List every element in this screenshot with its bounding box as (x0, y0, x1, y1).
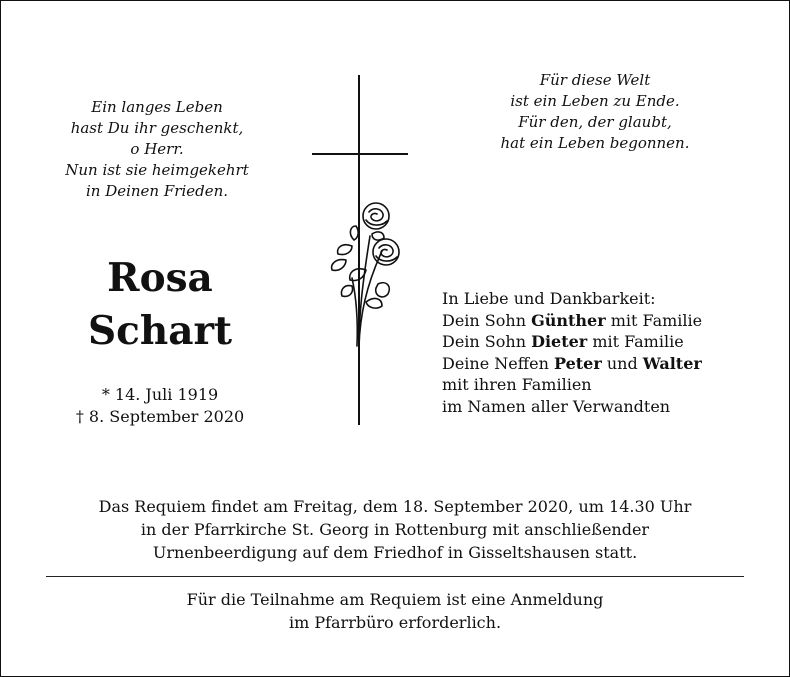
mourner-name: Dieter (531, 332, 588, 351)
divider-line (46, 576, 744, 577)
verse-line: in Deinen Frieden. (85, 182, 229, 200)
mourner-relation: Deine Neffen (442, 353, 554, 373)
first-name: Rosa (107, 255, 213, 301)
life-dates (40, 384, 280, 428)
mourner-suffix: mit Familie (587, 332, 684, 351)
note-line: Für die Teilnahme am Requiem ist eine Anmeldung (186, 590, 604, 609)
last-name: Schart (87, 308, 233, 354)
verse-line: Für diese Welt (539, 71, 651, 89)
mourner-suffix: mit Familie (605, 310, 703, 330)
mourner-conjunction: und (601, 353, 643, 373)
verse-line: Für den, der glaubt, (518, 113, 672, 131)
requiem-line: Das Requiem findet am Freitag, dem 18. September 2020, um 14.30 Uhr (98, 497, 692, 516)
mourner-name: Peter (553, 353, 602, 373)
mourner-line (442, 331, 702, 353)
requiem-line: in der Pfarrkirche St. Georg in Rottenburg mit anschließender (140, 520, 650, 539)
cross-horizontal-beam (312, 153, 408, 155)
requiem-line: Urnenbeerdigung auf dem Friedhof in Gisseltshausen statt. (152, 543, 638, 562)
verse-line: Ein langes Leben (91, 98, 223, 116)
mourner-line (442, 353, 702, 375)
requiem-info (30, 495, 760, 564)
verse-line: Nun ist sie heimgekehrt (65, 161, 249, 179)
verse-line: hat ein Leben begonnen. (500, 134, 690, 152)
mourner-name: Walter (642, 353, 702, 373)
verse-line: o Herr. (130, 140, 184, 158)
mourner-relation: Dein Sohn (442, 310, 532, 330)
mourner-line (442, 310, 702, 332)
mourners-intro: In Liebe und Dankbarkeit: (442, 289, 656, 308)
mourners-list (442, 288, 702, 417)
death-date: † 8. September 2020 (75, 407, 245, 426)
birth-date: * 14. Juli 1919 (101, 385, 219, 404)
mourner-name: Günther (531, 310, 606, 330)
registration-note (30, 588, 760, 634)
note-line: im Pfarrbüro erforderlich. (288, 613, 502, 632)
verse-left (38, 97, 276, 202)
mourner-line: mit ihren Familien (442, 375, 592, 394)
mourner-relation: Dein Sohn (442, 332, 532, 351)
deceased-name (50, 252, 270, 358)
roses-icon (326, 196, 406, 356)
verse-right (470, 70, 720, 154)
verse-line: hast Du ihr geschenkt, (70, 119, 244, 137)
verse-line: ist ein Leben zu Ende. (510, 92, 680, 110)
mourner-line: im Namen aller Verwandten (442, 396, 671, 416)
